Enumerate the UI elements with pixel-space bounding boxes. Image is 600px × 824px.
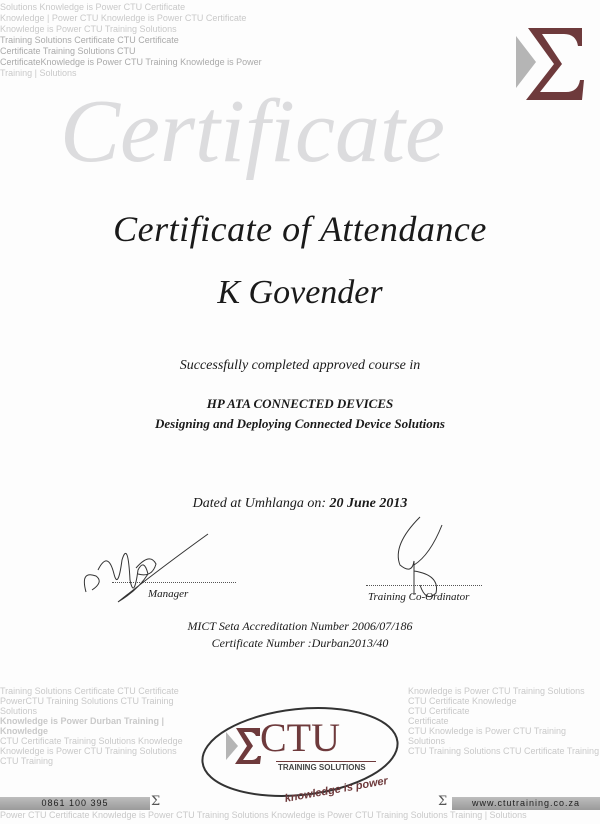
watermark-text: Knowledge is Power CTU Training Solutions CTU Certificate Knowledge <box>408 686 585 706</box>
certificate-number: Certificate Number :Durban2013/40 <box>211 636 389 650</box>
coordinator-label: Training Co-Ordinator <box>368 591 470 603</box>
watermark-text: CertificateKnowledge is Power CTU Training Knowledge is Power <box>0 57 262 67</box>
watermark-text: PowerCTU Training Solutions CTU Training Solutions <box>0 696 174 716</box>
watermark-text: Knowledge | Power CTU Knowledge is Power CTU Certificate <box>0 13 247 23</box>
logo-text: CTU <box>260 715 340 760</box>
sigma-small-icon: Σ <box>151 794 161 809</box>
phone-number: 0861 100 395 <box>41 798 109 808</box>
seta-accreditation-number: MICT Seta Accreditation Number 2006/07/186 <box>187 619 413 633</box>
watermark-text: Power CTU Certificate Knowledge is Power CTU Training Solutions Knowledge is Power CTU Training Solutions Training | Solutions <box>0 810 527 820</box>
footer-watermark-right <box>408 686 600 756</box>
coordinator-signature-line <box>366 585 482 586</box>
manager-label: Manager <box>148 588 189 600</box>
ctu-logo <box>198 706 403 805</box>
logo-divider <box>276 761 376 762</box>
watermark-text: Certificate <box>408 716 449 726</box>
recipient-name: K Govender <box>217 274 383 311</box>
watermark-text: Certificate Training Solutions CTU <box>0 46 136 56</box>
watermark-text: Training Solutions Certificate CTU Certificate <box>0 35 179 45</box>
certificate-date: 20 June 2013 <box>329 496 408 511</box>
certificate-title: Certificate of Attendance <box>113 209 487 249</box>
watermark-text: CTU Certificate Training Solutions Knowledge <box>0 736 183 746</box>
certificate-watermark-word: Certificate <box>60 82 445 181</box>
watermark-lines <box>0 2 500 79</box>
watermark-text: Knowledge is Power CTU Training Solutions <box>0 24 177 34</box>
manager-signature-line <box>112 582 236 583</box>
phone-bar <box>0 797 150 810</box>
dated-line <box>0 496 600 512</box>
watermark-text: Training | Solutions <box>0 68 77 78</box>
course-subtitle: Designing and Deploying Connected Device Solutions <box>155 416 445 431</box>
watermark-text: CTU Training Solutions CTU Certificate Training <box>408 746 600 756</box>
footer-watermark-left <box>0 686 192 766</box>
watermark-text: Solutions Knowledge is Power CTU Certificate <box>0 2 186 12</box>
watermark-text: Knowledge is Power CTU Training Solutions CTU Training <box>0 746 177 766</box>
watermark-text: Knowledge is Power Durban Training | Knowledge <box>0 716 165 736</box>
dated-prefix: Dated at Umhlanga on: <box>192 496 327 511</box>
website-url: www.ctutraining.co.za <box>471 798 581 808</box>
watermark-text: CTU Certificate <box>408 706 470 716</box>
sigma-logo-icon <box>516 24 586 104</box>
logo-tagline: knowledge is power <box>283 775 389 805</box>
course-name: HP ATA CONNECTED DEVICES <box>206 396 394 411</box>
completion-statement: Successfully completed approved course in <box>179 358 421 373</box>
logo-subtitle: TRAINING SOLUTIONS <box>278 763 366 772</box>
sigma-small-icon: Σ <box>438 794 448 809</box>
website-bar <box>452 797 600 810</box>
watermark-text: Training Solutions Certificate CTU Certificate <box>0 686 179 696</box>
watermark-text: CTU Knowledge is Power CTU Training Solutions <box>408 726 567 746</box>
